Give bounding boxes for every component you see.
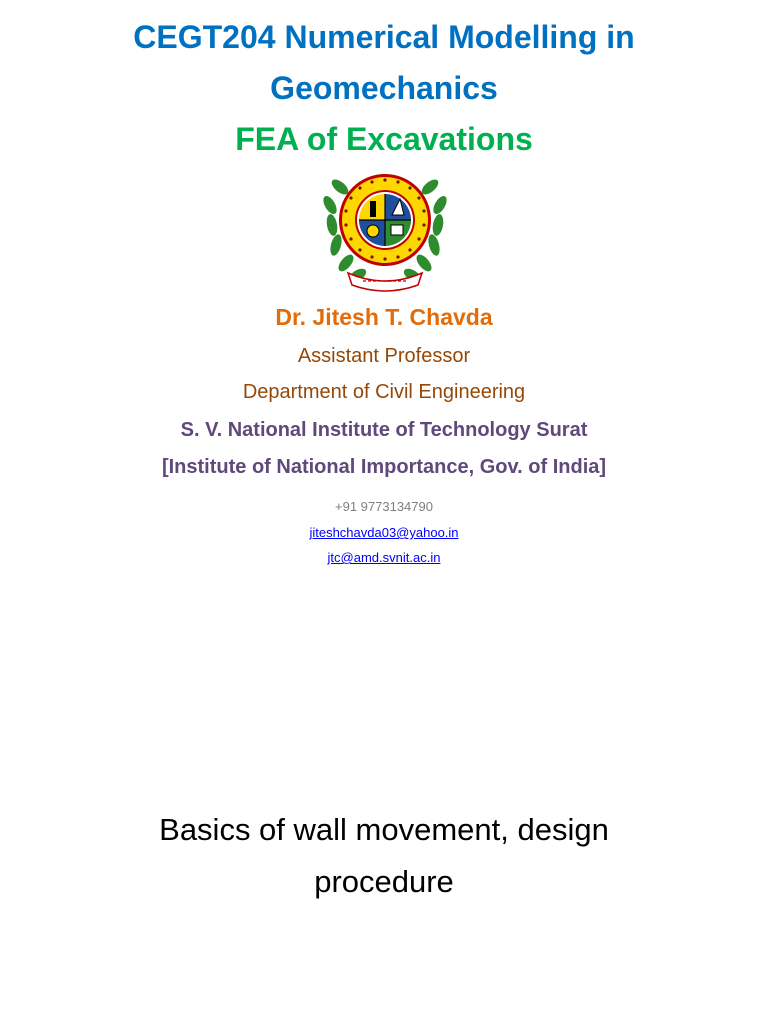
contact-email-1-link[interactable]: jiteshchavda03@yahoo.in — [309, 525, 459, 540]
contact-email-1-row — [0, 524, 768, 542]
institute-name: S. V. National Institute of Technology Surat — [180, 419, 588, 441]
contact-email-2-link[interactable]: jtc@amd.svnit.ac.in — [327, 550, 441, 565]
topic-line-2: procedure — [314, 864, 454, 899]
contact-phone: +91 9773134790 — [335, 499, 433, 514]
institute-note: [Institute of National Importance, Gov. of India] — [161, 456, 607, 478]
contact-email-2-row — [0, 549, 768, 567]
course-title-line-1: CEGT204 Numerical Modelling in — [133, 19, 635, 55]
topic-line-1: Basics of wall movement, design — [159, 812, 609, 847]
author-designation: Assistant Professor — [297, 345, 471, 367]
course-title-line-2: Geomechanics — [270, 70, 498, 106]
author-name: Dr. Jitesh T. Chavda — [275, 304, 493, 330]
author-department: Department of Civil Engineering — [242, 381, 526, 403]
institute-seal-icon — [318, 165, 452, 299]
slide-subtitle: FEA of Excavations — [235, 121, 533, 157]
